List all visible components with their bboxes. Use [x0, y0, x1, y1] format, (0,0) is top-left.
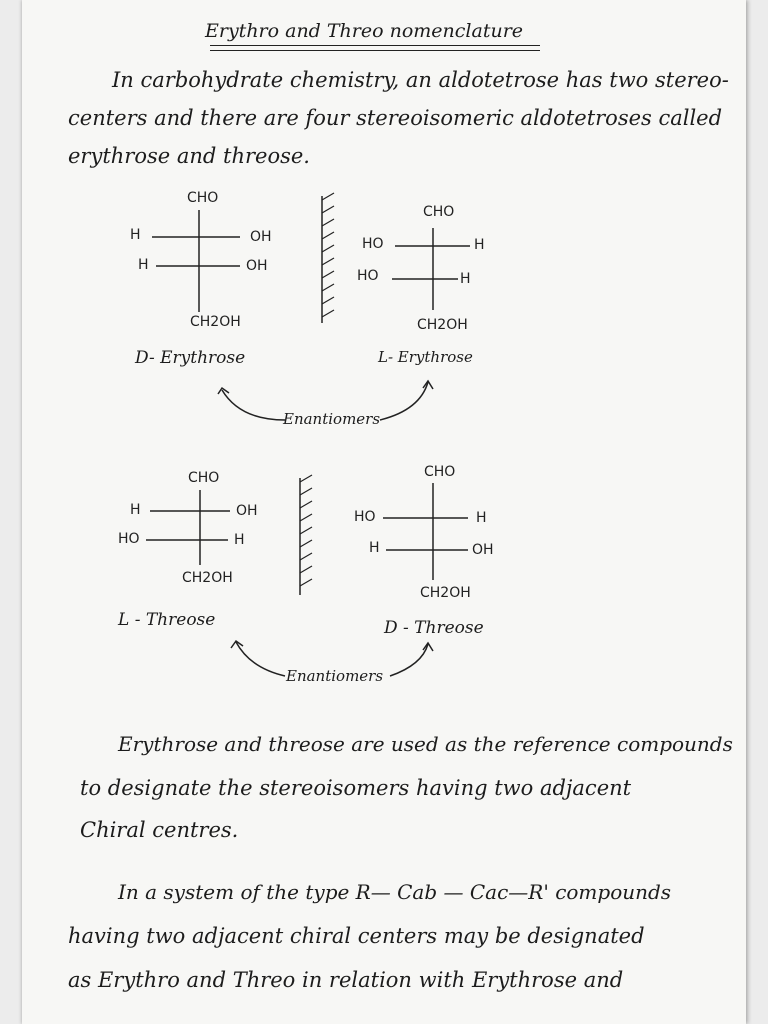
para3-line-3: as Erythro and Threo in relation with Erythrose and — [68, 968, 624, 992]
l-erythrose-r1-left: HO — [362, 236, 384, 252]
d-erythrose-r2-left: H — [138, 257, 149, 273]
d-threose-r2-left: H — [369, 540, 380, 556]
l-threose-name: L - Threose — [118, 610, 216, 630]
l-erythrose-bottom: CH2OH — [417, 317, 468, 333]
d-erythrose-r1-right: OH — [250, 229, 272, 245]
enantiomers-label-1: Enantiomers — [283, 410, 381, 428]
para2-line-1: Erythrose and threose are used as the reference compounds — [118, 732, 733, 756]
intro-line-2: centers and there are four stereoisomeric aldotetroses called — [68, 106, 723, 130]
d-threose-bottom: CH2OH — [420, 585, 471, 601]
l-erythrose-top: CHO — [423, 204, 455, 220]
d-threose-top: CHO — [424, 464, 456, 480]
intro-line-1: In carbohydrate chemistry, an aldotetrose has two stereo- — [112, 68, 729, 92]
l-erythrose-name: L- Erythrose — [378, 348, 473, 366]
d-threose-r1-left: HO — [354, 509, 376, 525]
title-underline-second — [210, 50, 540, 51]
l-threose-r1-left: H — [130, 502, 141, 518]
l-threose-top: CHO — [188, 470, 220, 486]
l-erythrose-r1-right: H — [474, 237, 485, 253]
para2-line-3: Chiral centres. — [80, 818, 239, 842]
l-erythrose-r2-right: H — [460, 271, 471, 287]
d-threose-r1-right: H — [476, 510, 487, 526]
d-threose-name: D - Threose — [384, 618, 484, 638]
d-erythrose-bottom: CH2OH — [190, 314, 241, 330]
d-erythrose-r2-right: OH — [246, 258, 268, 274]
para3-line-1: In a system of the type R— Cab — Cac—R' compounds — [118, 880, 672, 904]
page-title: Erythro and Threo nomenclature — [205, 20, 524, 42]
d-erythrose-r1-left: H — [130, 227, 141, 243]
l-threose-r1-right: OH — [236, 503, 258, 519]
intro-line-3: erythrose and threose. — [68, 144, 310, 168]
l-threose-r2-right: H — [234, 532, 245, 548]
d-erythrose-top: CHO — [187, 190, 219, 206]
d-erythrose-name: D- Erythrose — [135, 348, 246, 368]
para3-line-2: having two adjacent chiral centers may be designated — [68, 924, 645, 948]
l-erythrose-r2-left: HO — [357, 268, 379, 284]
title-underline — [210, 45, 540, 46]
d-threose-r2-right: OH — [472, 542, 494, 558]
l-threose-r2-left: HO — [118, 531, 140, 547]
para2-line-2: to designate the stereoisomers having two adjacent — [80, 776, 632, 800]
l-threose-bottom: CH2OH — [182, 570, 233, 586]
enantiomers-label-2: Enantiomers — [286, 667, 384, 685]
